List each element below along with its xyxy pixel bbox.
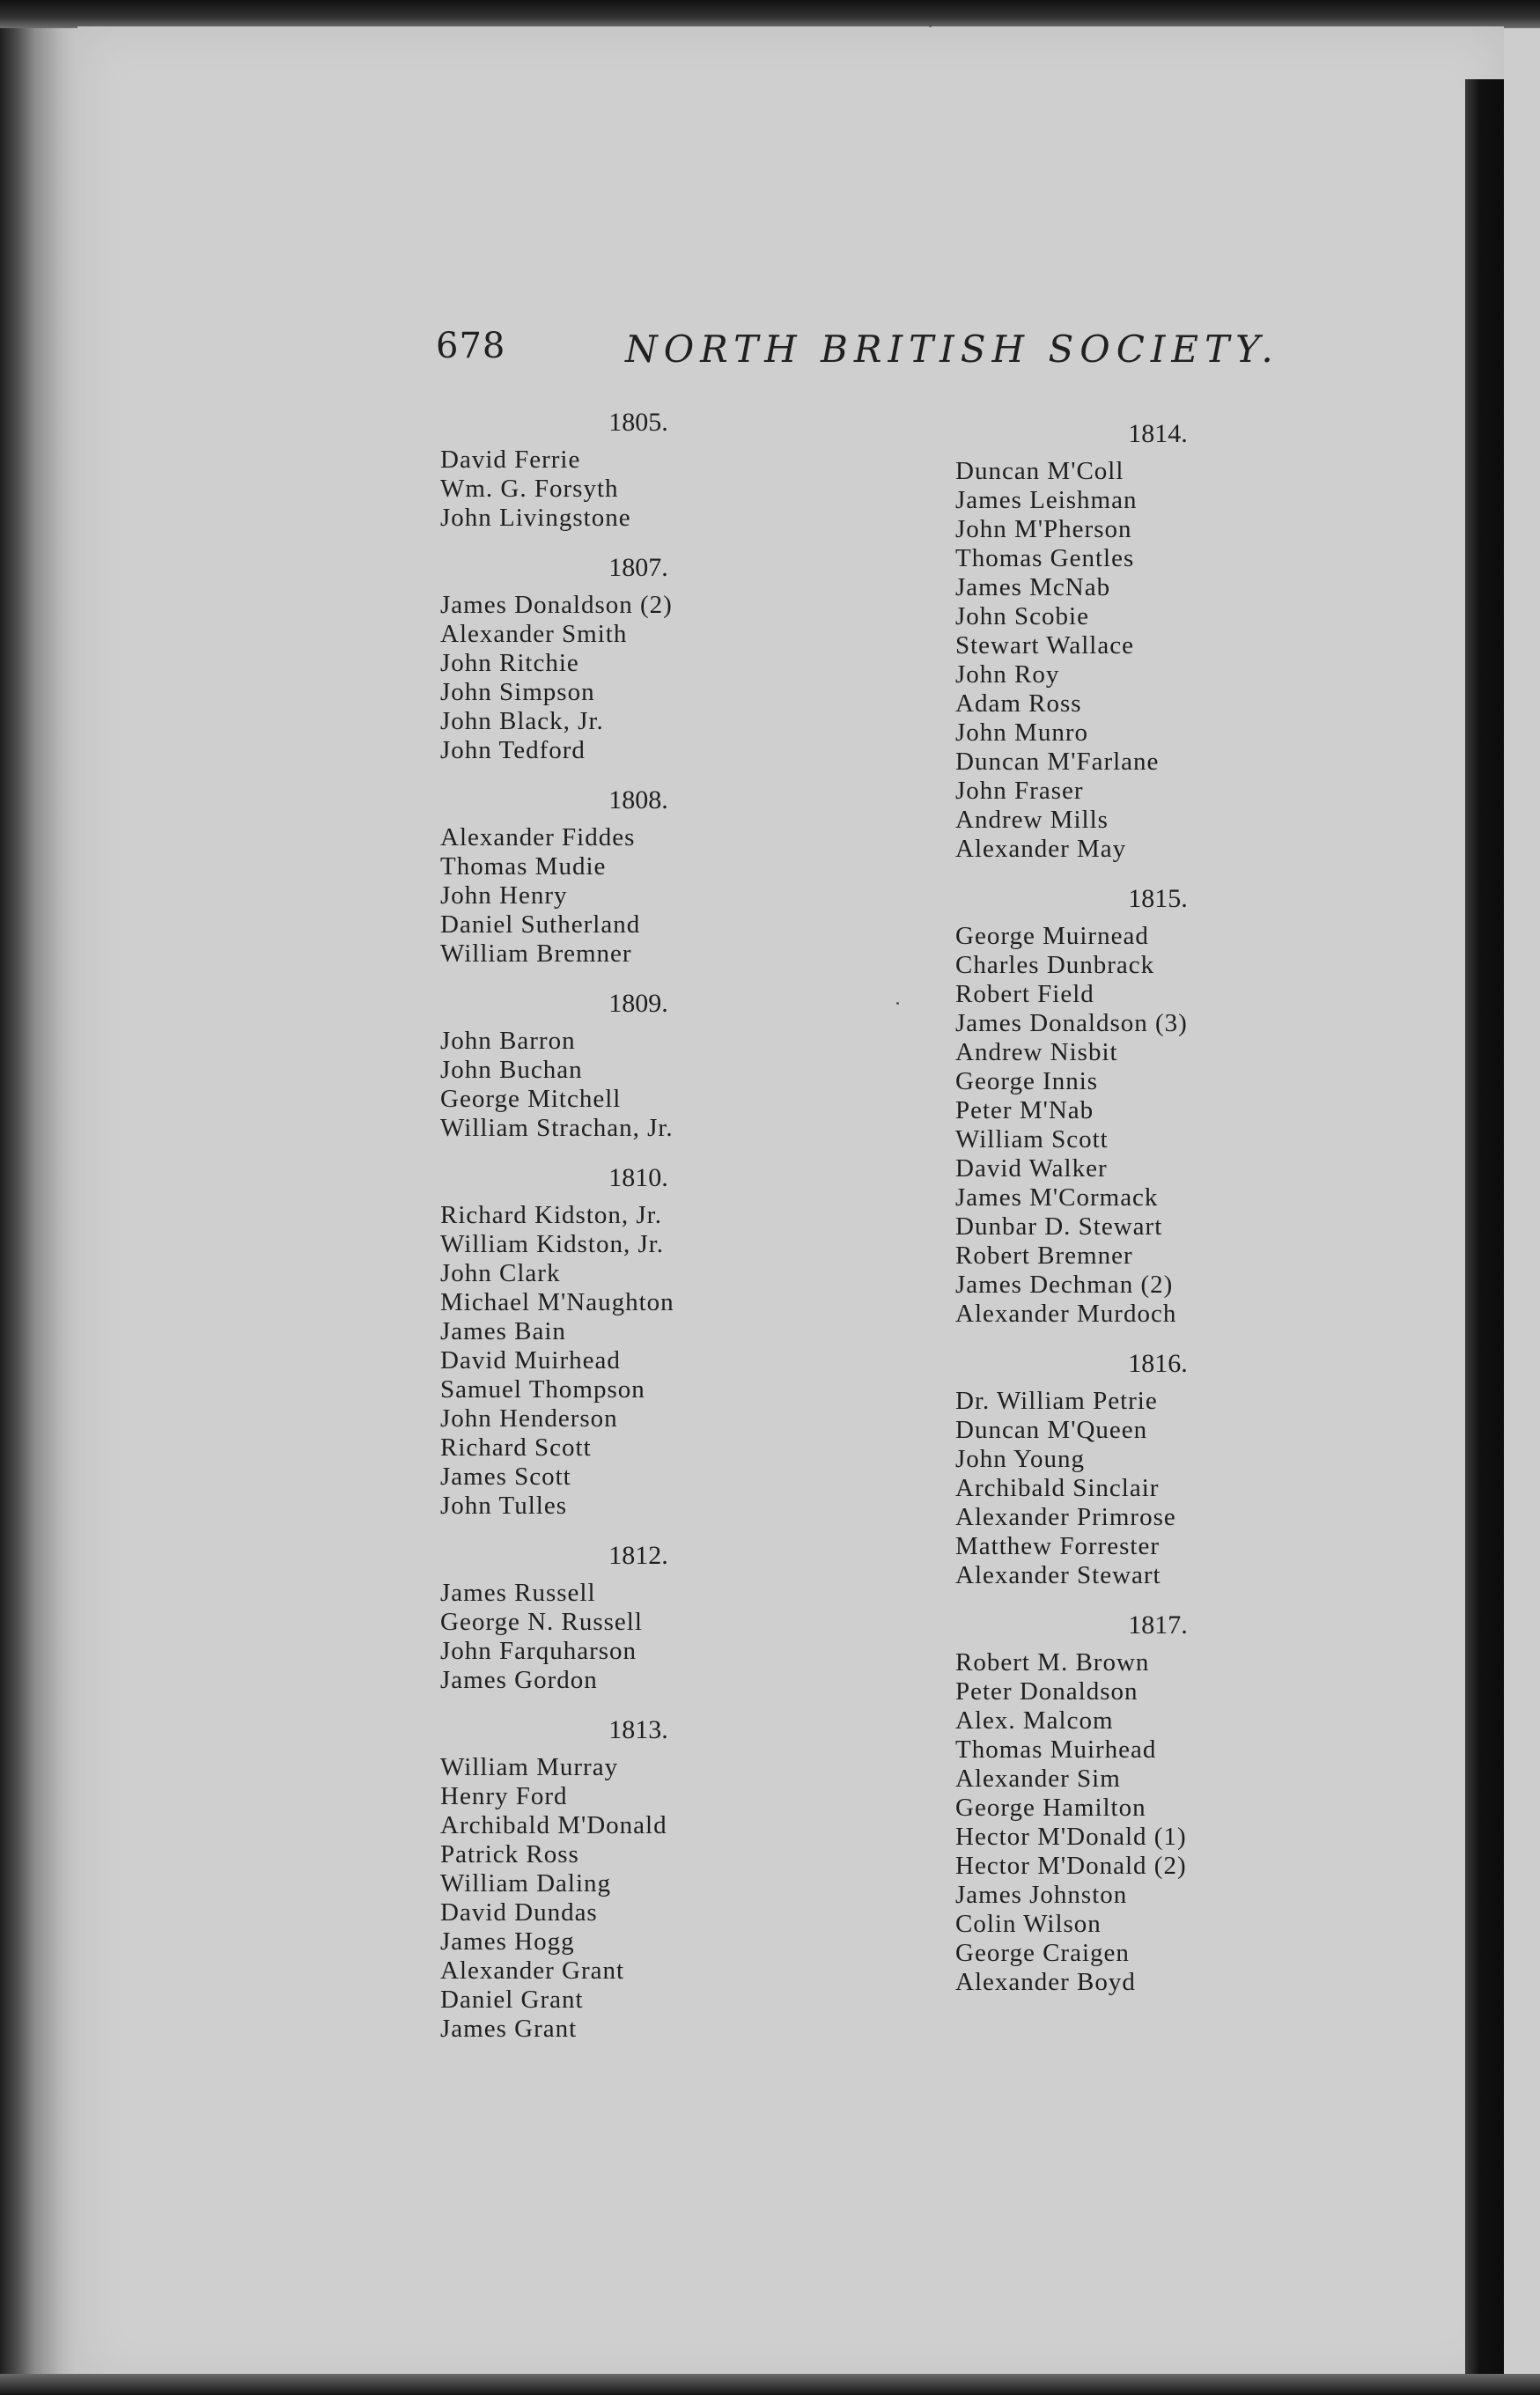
year-heading: 1808. — [608, 785, 668, 814]
member-name: John Clark — [440, 1259, 561, 1287]
member-name: John Farquharson — [440, 1637, 637, 1665]
member-name: James Grant — [440, 2015, 578, 2043]
running-title: NORTH BRITISH SOCIETY. — [625, 328, 1279, 371]
member-name: James Bain — [440, 1317, 566, 1345]
member-list — [440, 1201, 810, 1521]
member-name: John Henry — [440, 881, 568, 910]
member-name: Alexander Grant — [440, 1957, 625, 1985]
member-name: John Munro — [955, 718, 1088, 747]
year-heading: 1814. — [1128, 419, 1188, 448]
member-name: James Gordon — [440, 1666, 598, 1694]
member-name: Alexander Murdoch — [955, 1300, 1177, 1328]
member-name: John Tulles — [440, 1492, 567, 1520]
member-name: David Dundas — [440, 1898, 598, 1927]
year-section — [440, 1540, 810, 1695]
member-name: William Murray — [440, 1753, 619, 1781]
year-section — [440, 1162, 810, 1521]
member-name: Hector M'Donald (1) — [955, 1823, 1187, 1851]
member-name: George Muirnead — [955, 922, 1149, 950]
member-name: George N. Russell — [440, 1608, 643, 1636]
year-section — [440, 407, 810, 533]
year-heading: 1813. — [608, 1715, 668, 1744]
member-name: John Simpson — [440, 678, 595, 706]
member-name: Duncan M'Coll — [955, 457, 1124, 485]
year-section — [955, 418, 1334, 864]
member-name: Dunbar D. Stewart — [955, 1212, 1163, 1241]
member-list — [955, 922, 1334, 1329]
member-name: James Russell — [440, 1579, 596, 1607]
member-name: Archibald Sinclair — [955, 1474, 1160, 1502]
member-list — [955, 1648, 1334, 1997]
member-name: James McNab — [955, 573, 1111, 601]
member-name: James Dechman (2) — [955, 1271, 1174, 1299]
member-name: Daniel Grant — [440, 1986, 584, 2014]
page-number: 678 — [436, 326, 506, 366]
member-name: George Innis — [955, 1067, 1099, 1095]
ink-speck — [929, 25, 932, 27]
member-name: Wm. G. Forsyth — [440, 475, 619, 503]
member-name: Robert Bremner — [955, 1242, 1133, 1270]
member-name: James Donaldson (2) — [440, 591, 673, 619]
member-name: Colin Wilson — [955, 1910, 1102, 1938]
book-gutter-shadow — [0, 0, 85, 2395]
member-list — [955, 457, 1334, 864]
member-list — [440, 1027, 810, 1143]
member-name: Henry Ford — [440, 1782, 568, 1810]
member-name: John Tedford — [440, 736, 586, 764]
member-name: James Scott — [440, 1463, 571, 1491]
member-name: John Fraser — [955, 777, 1084, 805]
member-name: Stewart Wallace — [955, 631, 1134, 660]
year-heading: 1812. — [608, 1541, 668, 1570]
year-section — [955, 883, 1334, 1329]
member-name: James Hogg — [440, 1927, 575, 1956]
top-edge-shadow — [0, 0, 1540, 28]
member-name: Thomas Muirhead — [955, 1735, 1157, 1764]
year-section — [955, 1610, 1334, 1997]
member-list — [440, 823, 810, 969]
member-name: John M'Pherson — [955, 515, 1132, 543]
year-heading: 1807. — [608, 553, 668, 582]
member-name: Andrew Nisbit — [955, 1038, 1118, 1066]
member-name: John Henderson — [440, 1404, 618, 1433]
member-list — [440, 591, 810, 765]
member-name: John Buchan — [440, 1056, 583, 1084]
year-section — [955, 1348, 1334, 1590]
member-name: David Muirhead — [440, 1346, 621, 1374]
member-name: Alexander Primrose — [955, 1503, 1176, 1531]
member-name: William Strachan, Jr. — [440, 1114, 674, 1142]
member-name: John Black, Jr. — [440, 707, 604, 735]
member-name: James M'Cormack — [955, 1183, 1159, 1212]
member-name: Charles Dunbrack — [955, 951, 1155, 979]
page-header — [436, 326, 1279, 387]
year-section — [440, 1714, 810, 2044]
member-name: Alex. Malcom — [955, 1706, 1114, 1735]
member-name: John Roy — [955, 660, 1060, 689]
member-name: John Ritchie — [440, 649, 579, 677]
member-name: Patrick Ross — [440, 1840, 579, 1868]
member-name: Alexander Boyd — [955, 1968, 1136, 1996]
member-list — [440, 1753, 810, 2044]
member-name: James Leishman — [955, 486, 1138, 514]
member-name: Alexander Smith — [440, 620, 628, 648]
member-name: George Craigen — [955, 1939, 1130, 1967]
member-name: Peter M'Nab — [955, 1096, 1094, 1124]
right-page-edge — [1465, 79, 1504, 2395]
member-name: Alexander Stewart — [955, 1561, 1161, 1589]
member-name: George Mitchell — [440, 1085, 622, 1113]
member-name: Archibald M'Donald — [440, 1811, 667, 1839]
member-name: William Scott — [955, 1125, 1109, 1153]
member-name: Andrew Mills — [955, 806, 1109, 834]
member-name: Michael M'Naughton — [440, 1288, 674, 1316]
year-heading: 1817. — [1128, 1610, 1188, 1640]
year-heading: 1810. — [608, 1163, 668, 1192]
member-name: James Donaldson (3) — [955, 1009, 1188, 1037]
year-section — [440, 988, 810, 1143]
member-name: Samuel Thompson — [440, 1375, 645, 1404]
year-section — [440, 552, 810, 765]
right-column — [955, 418, 1334, 2016]
member-list — [440, 446, 810, 533]
year-heading: 1805. — [608, 408, 668, 437]
year-heading: 1815. — [1128, 884, 1188, 913]
member-name: Alexander Fiddes — [440, 823, 636, 851]
member-name: Robert M. Brown — [955, 1648, 1150, 1676]
member-name: William Daling — [440, 1869, 612, 1898]
year-section — [440, 785, 810, 969]
year-heading: 1816. — [1128, 1349, 1188, 1378]
member-name: Duncan M'Queen — [955, 1416, 1148, 1444]
member-name: George Hamilton — [955, 1794, 1146, 1822]
member-name: Thomas Gentles — [955, 544, 1135, 572]
member-name: Alexander Sim — [955, 1765, 1121, 1793]
member-name: Daniel Sutherland — [440, 910, 641, 939]
member-name: Dr. William Petrie — [955, 1387, 1158, 1415]
member-name: Adam Ross — [955, 689, 1082, 718]
member-name: Duncan M'Farlane — [955, 748, 1160, 776]
member-name: Richard Scott — [440, 1433, 592, 1462]
member-list — [440, 1579, 810, 1695]
member-name: William Bremner — [440, 940, 632, 968]
member-name: Alexander May — [955, 835, 1127, 863]
member-name: Peter Donaldson — [955, 1677, 1138, 1706]
member-name: Thomas Mudie — [440, 852, 607, 881]
member-name: Richard Kidston, Jr. — [440, 1201, 662, 1229]
member-name: Hector M'Donald (2) — [955, 1852, 1187, 1880]
ink-speck — [896, 1002, 899, 1005]
year-heading: 1809. — [608, 989, 668, 1018]
member-name: James Johnston — [955, 1881, 1128, 1909]
member-name: John Young — [955, 1445, 1085, 1473]
member-name: John Livingstone — [440, 504, 631, 532]
member-name: John Barron — [440, 1027, 576, 1055]
member-name: William Kidston, Jr. — [440, 1230, 665, 1258]
left-column — [440, 407, 810, 2063]
member-name: David Walker — [955, 1154, 1108, 1183]
member-name: David Ferrie — [440, 446, 581, 474]
member-name: Matthew Forrester — [955, 1532, 1161, 1560]
member-name: John Scobie — [955, 602, 1089, 630]
member-list — [955, 1387, 1334, 1590]
member-name: Robert Field — [955, 980, 1094, 1008]
bottom-edge-shadow — [0, 2374, 1540, 2395]
